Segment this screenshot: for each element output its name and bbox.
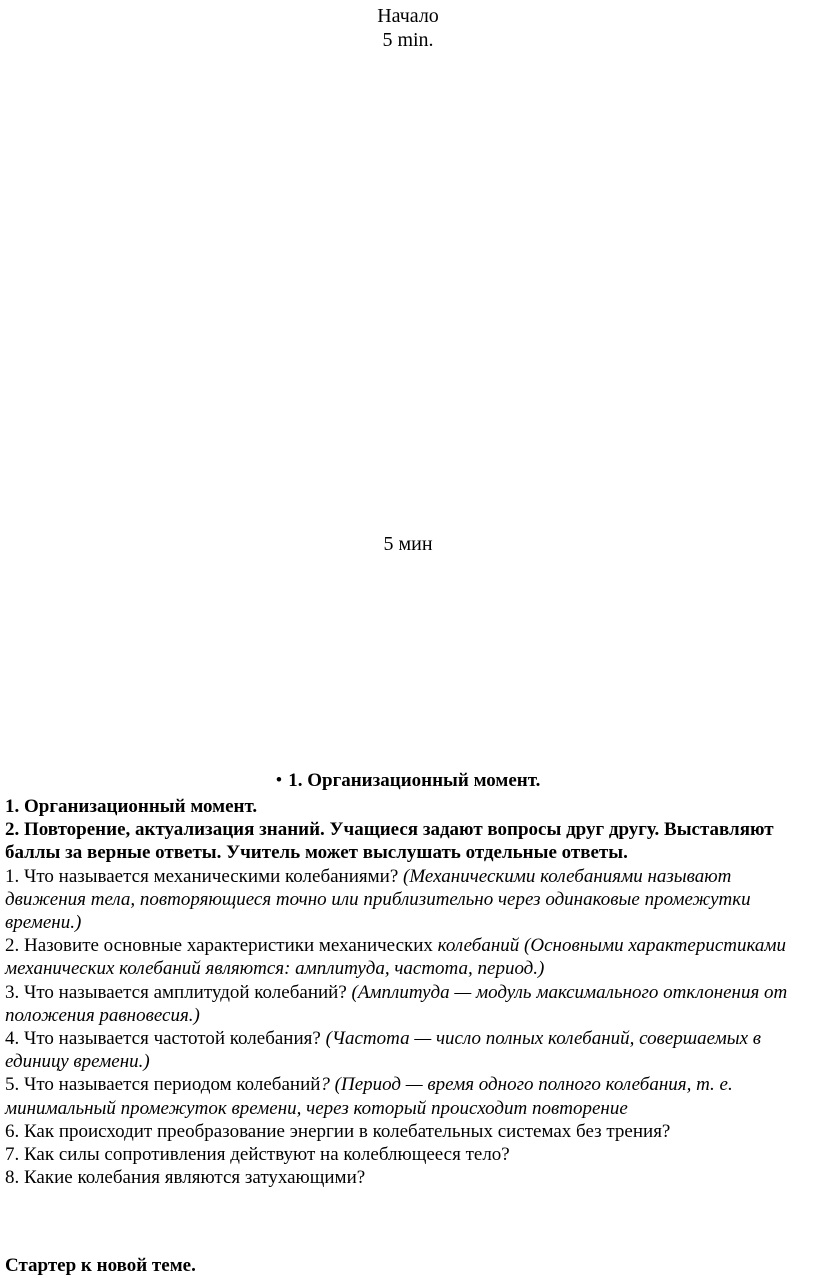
question-text: 4. Что называется частотой колебания? [5,1028,326,1050]
question-item [5,865,811,935]
question-item [5,1166,811,1189]
answer-text: (Амплитуда — модуль максимального отклонения от положения равновесия.) [5,981,788,1026]
question-item [5,981,811,1027]
question-item [5,1120,811,1143]
bullet-icon: • [275,770,283,791]
section-duration: 5 мин [383,533,433,555]
question-item [5,1143,811,1166]
question-text: 3. Что называется амплитудой колебаний? [5,981,352,1003]
question-item [5,1027,811,1073]
question-text: 1. Что называется механическими колебаниями? [5,865,404,887]
bullet-heading [0,770,816,792]
question-text: 7. Как силы сопротивления действуют на колеблющееся тело? [5,1144,510,1166]
question-item [5,1073,811,1119]
stage-heading-1: 1. Организационный момент. [5,796,258,817]
answer-text: ? (Период — время одного полного колебания, т. е. минимальный промежуток времени, через который происходит повторение [5,1074,733,1119]
question-text: 8. Какие колебания являются затухающими? [5,1167,366,1189]
lesson-body [5,795,811,1189]
question-item [5,934,811,980]
section-start-title: Начало [377,5,439,27]
question-text: 2. Назовите основные характеристики механических [5,935,438,957]
starter-heading: Стартер к новой теме. [5,1255,196,1276]
stage-heading-2: 2. Повторение, актуализация знаний. Учащиеся задают вопросы друг другу. Выставляют баллы за верные ответы. Учитель может выслушать отдельные ответы. [5,819,774,864]
answer-text: колебаний (Основными характеристиками механических колебаний являются: амплитуда, частота, период.) [5,935,787,980]
question-text: 5. Что называется периодом колебаний [5,1074,321,1096]
section-start-duration: 5 min. [382,29,434,51]
bullet-heading-text: 1. Организационный момент. [288,770,541,791]
answer-text: (Механическими колебаниями называют движения тела, повторяющиеся точно или приблизительно через одинаковые промежутки времени.) [5,865,751,934]
answer-text: (Частота — число полных колебаний, совершаемых в единицу времени.) [5,1028,762,1073]
question-text: 6. Как происходит преобразование энергии в колебательных системах без трения? [5,1120,671,1142]
